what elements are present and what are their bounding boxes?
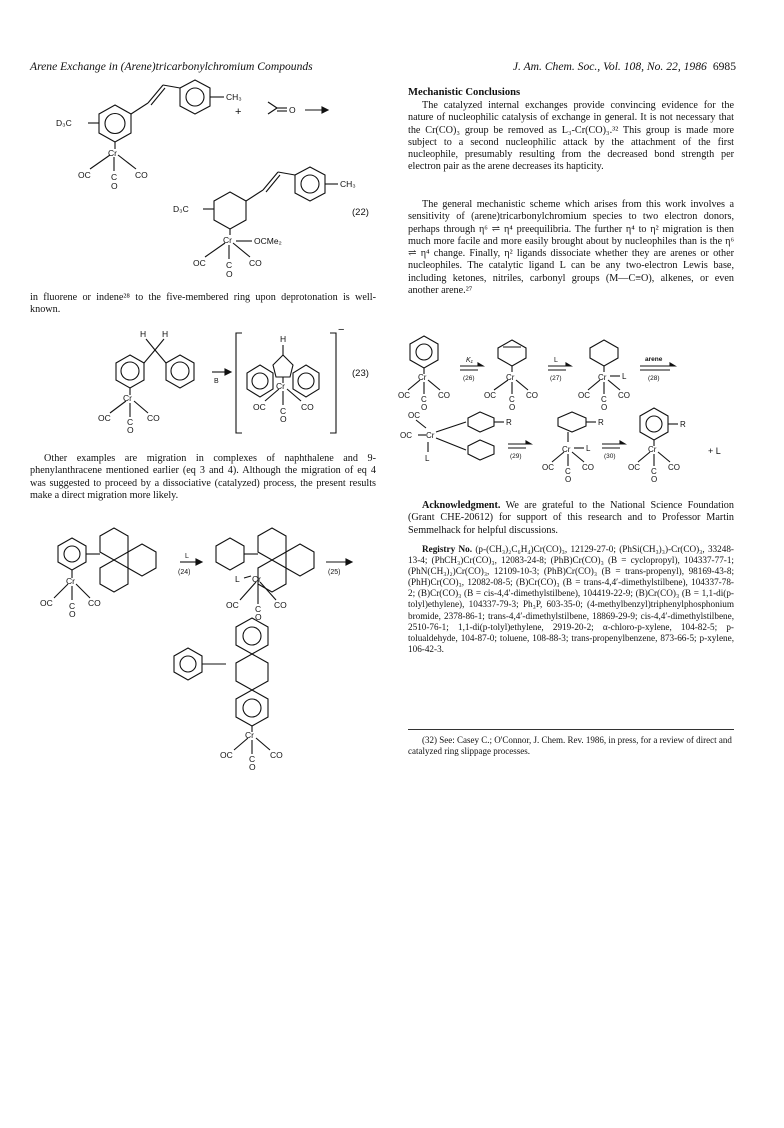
o-label: O bbox=[249, 762, 256, 772]
co-label: CO bbox=[618, 391, 630, 400]
cr-label: Cr bbox=[418, 373, 427, 382]
c-label: C bbox=[651, 467, 657, 476]
c-label: C bbox=[226, 260, 233, 270]
ligand-l-label: L bbox=[554, 357, 558, 364]
o-label: O bbox=[289, 105, 296, 115]
co-label: CO bbox=[274, 600, 287, 610]
registry-numbers bbox=[408, 544, 734, 655]
plus-sign: + bbox=[235, 106, 242, 118]
o-label: O bbox=[111, 181, 118, 191]
base-label: B bbox=[214, 378, 219, 385]
o-label: O bbox=[69, 609, 76, 619]
cr-label: Cr bbox=[426, 431, 435, 440]
acknowledgment bbox=[408, 500, 734, 537]
oc-label: OC bbox=[253, 402, 266, 412]
o-label: O bbox=[651, 475, 658, 484]
h-label: H bbox=[162, 329, 169, 339]
cr-label: Cr bbox=[66, 576, 75, 586]
c-label: C bbox=[249, 754, 256, 764]
footnote-rule bbox=[408, 729, 734, 730]
eq28-label: (28) bbox=[648, 375, 660, 382]
acknowledgment-title: Acknowledgment. bbox=[422, 500, 501, 511]
cr-label: Cr bbox=[252, 574, 261, 584]
journal-citation: J. Am. Chem. Soc., Vol. 108, No. 22, 1986 bbox=[512, 60, 707, 73]
oc-label: OC bbox=[226, 600, 239, 610]
section-heading: Mechanistic Conclusions bbox=[408, 87, 521, 98]
running-header-journal bbox=[513, 60, 736, 73]
left-paragraph-1: in fluorene or indene²⁸ to the five-membered ring upon deprotonation is well-known. bbox=[30, 292, 376, 316]
co-label: CO bbox=[147, 413, 160, 423]
equation-22-scheme bbox=[30, 75, 380, 280]
oc-label: OC bbox=[220, 750, 233, 760]
c-label: C bbox=[111, 172, 118, 182]
co-label: CO bbox=[582, 463, 594, 472]
eq25-label: (25) bbox=[328, 569, 341, 576]
arene-ring bbox=[214, 192, 246, 229]
k1-label: K₁ bbox=[466, 357, 473, 364]
oc-label: OC bbox=[98, 413, 111, 423]
eq30-label: (30) bbox=[604, 453, 616, 460]
page-number: 6985 bbox=[712, 60, 736, 73]
c-label: C bbox=[127, 417, 134, 427]
oc-label: OC bbox=[408, 411, 420, 420]
c-label: C bbox=[421, 395, 427, 404]
ligand-l-label: L bbox=[425, 454, 430, 463]
right-paragraph-1: The catalyzed internal exchanges provide convincing evidence for the nature of nucleophilic catalysis of exchange in general. It is not necessary that the Cr(CO)₃ group be removed as L₃-Cr(CO)₃.³² This group is made more subject to a second nucleophilic attack by the attachment of the first nucleophile, presumably resulting from the decreased bond strength per electron pair as the arene decreases its hapticity. bbox=[408, 100, 734, 173]
oc-label: OC bbox=[78, 170, 91, 180]
equation-23-scheme bbox=[80, 324, 345, 435]
equation-23-number: (23) bbox=[352, 368, 369, 379]
oc-label: OC bbox=[40, 598, 53, 608]
eq24-label: (24) bbox=[178, 569, 191, 576]
c-label: C bbox=[509, 395, 515, 404]
c-label: C bbox=[255, 604, 262, 614]
co-label: CO bbox=[301, 402, 314, 412]
o-label: O bbox=[226, 269, 233, 279]
co-label: CO bbox=[526, 391, 538, 400]
r-label: R bbox=[680, 420, 686, 429]
co-label: CO bbox=[668, 463, 680, 472]
cr-label: Cr bbox=[245, 730, 254, 740]
ocme2-label: OCMe₂ bbox=[254, 236, 282, 246]
right-paragraph-2: The general mechanistic scheme which arises from this work involves a sensitivity of (arene)tricarbonylchromium species to two electron donors, perhaps through η⁶ ⇌ η⁴ preequilibria. The further η⁴ to η² migration is then much more facile and more easily brought about by nucleophiles than is the η⁶ ⇌ η⁴ change. Finally, η² ligands dissociate whether they are arenes or other nucleophiles. The catalytic ligand L can be any two-electron Lewis base, including ketones, nitriles, carbonyl groups (M—C≡O), alkenes, or even another arene.²⁷ bbox=[408, 199, 734, 297]
cr-label: Cr bbox=[598, 373, 607, 382]
left-paragraph-2: Other examples are migration in complexes of naphthalene and 9-phenylanthracene mentioned earlier (eq 3 and 4). Although the migration of eq 4 was suggested to proceed by a dissociative (catalyzed) process, the present results make a direct migration more likely. bbox=[30, 453, 376, 501]
ligand-l-label: L bbox=[622, 372, 627, 381]
anion-charge: − bbox=[338, 324, 345, 336]
footnote-32: (32) See: Casey C.; O'Connor, J. Chem. Rev. 1986, in press, for a review of direct and catalyzed ring slippage processes. bbox=[408, 735, 732, 756]
equation-24-25-scheme bbox=[30, 518, 376, 772]
co-label: CO bbox=[88, 598, 101, 608]
tolyl-ring bbox=[180, 80, 210, 114]
oc-label: OC bbox=[484, 391, 496, 400]
ligand-l-label: L bbox=[586, 444, 591, 453]
oc-label: OC bbox=[400, 431, 412, 440]
c-label: C bbox=[565, 467, 571, 476]
d3c-label: D₃C bbox=[173, 204, 189, 214]
registry-title: Registry No. bbox=[422, 544, 473, 554]
acknowledgment-body: We are grateful to the National Science Foundation (Grant CHE-20612) for support of this research and to Professor Martin Semmelhack for helpful discussions. bbox=[408, 500, 734, 536]
h-label: H bbox=[280, 334, 287, 344]
ch3-label: CH₃ bbox=[226, 92, 242, 102]
o-label: O bbox=[255, 612, 262, 622]
plus-l-label: + L bbox=[708, 446, 721, 456]
eq26-label: (26) bbox=[463, 375, 475, 382]
d3c-label: D₃C bbox=[56, 118, 72, 128]
registry-body: (p-(CH₃)₂C₆H₄)Cr(CO)₃, 12129-27-0; (PhSi(CH₃)₃)-Cr(CO)₃, 33248-13-4; (PhCH₃)Cr(CO)₃, 12083-24-8; (PhB)Cr(CO)₃ (B = cyclopropyl), 104337-77-1; (PhN(CH₃)₂)Cr(CO)₃, 12109-10-3; (PhB)Cr(CO)₃ (B = trans-propenyl), 98169-43-8; (PhH)Cr(CO)₃, 12082-08-5; (B)Cr(CO)₃ (B = trans-4,4′-dimethylstilbene), 104337-78-2; (B)Cr(CO)₃ (B = cis-4,4′-dimethylstilbene), 104419-22-9; (B)Cr(CO)₃ (B = 1,1-di(p-tolyl)ethylene), 104337-79-3; Ph₃P, 603-35-0; (4-methylbenzyl)triphenylphosphonium bromide, 2378-86-1; trans-4,4′-dimethylstilbene, 18869-29-9; cis-4,4′-dimethylstilbene, 2510-76-1; 1,1-di(p-tolyl)ethylene, 2919-20-2; α-chloro-p-xylene, 104-82-5; p-tolualdehyde, 104-87-0; toluene, 108-88-3; trans-propenylbenzene, 873-66-5; p-xylene, 106-42-3. bbox=[408, 544, 734, 654]
oc-label: OC bbox=[398, 391, 410, 400]
arene-ring bbox=[99, 105, 131, 142]
r-label: R bbox=[598, 418, 604, 427]
co-label: CO bbox=[249, 258, 262, 268]
r-label: R bbox=[506, 418, 512, 427]
ch3-label: CH₃ bbox=[340, 179, 356, 189]
c-label: C bbox=[280, 406, 287, 416]
ligand-l-label: L bbox=[185, 553, 189, 560]
o-label: O bbox=[280, 414, 287, 424]
eq27-label: (27) bbox=[550, 375, 562, 382]
o-label: O bbox=[565, 475, 572, 484]
cr-label: Cr bbox=[223, 235, 232, 245]
co-label: CO bbox=[438, 391, 450, 400]
cr-label: Cr bbox=[562, 445, 571, 454]
mechanistic-scheme bbox=[398, 328, 738, 488]
tolyl-ring bbox=[295, 167, 325, 201]
h-label: H bbox=[140, 329, 147, 339]
oc-label: OC bbox=[193, 258, 206, 268]
co-label: CO bbox=[135, 170, 148, 180]
cr-label: Cr bbox=[108, 148, 117, 158]
oc-label: OC bbox=[542, 463, 554, 472]
cr-label: Cr bbox=[648, 445, 657, 454]
c-label: C bbox=[69, 601, 76, 611]
cr-label: Cr bbox=[276, 381, 285, 391]
c-label: C bbox=[601, 395, 607, 404]
o-label: O bbox=[127, 425, 134, 435]
equation-22-number: (22) bbox=[352, 207, 369, 218]
ligand-l-label: L bbox=[235, 574, 240, 584]
oc-label: OC bbox=[628, 463, 640, 472]
arene-label: arene bbox=[645, 356, 663, 363]
oc-label: OC bbox=[578, 391, 590, 400]
cr-label: Cr bbox=[123, 393, 132, 403]
cr-label: Cr bbox=[506, 373, 515, 382]
running-header-title: Arene Exchange in (Arene)tricarbonylchromium Compounds bbox=[30, 60, 313, 73]
o-label: O bbox=[421, 403, 428, 412]
eq29-label: (29) bbox=[510, 453, 522, 460]
o-label: O bbox=[509, 403, 516, 412]
co-label: CO bbox=[270, 750, 283, 760]
o-label: O bbox=[601, 403, 608, 412]
